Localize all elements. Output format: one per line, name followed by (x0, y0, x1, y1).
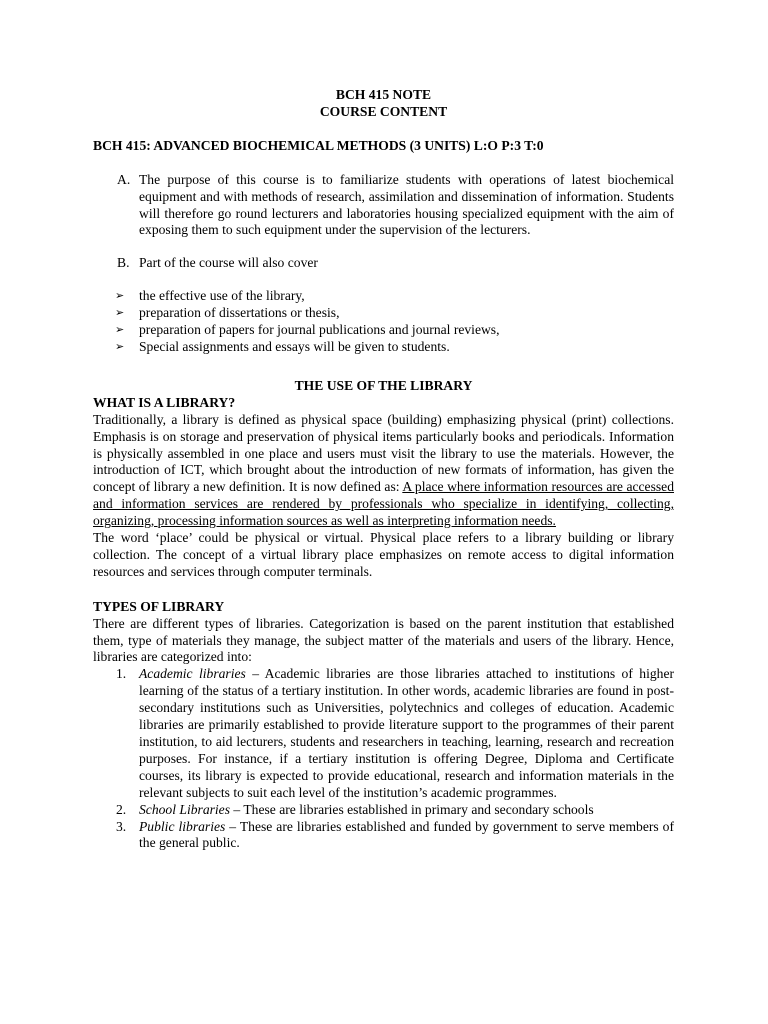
list-item-text: – These are libraries established in primary and secondary schools (230, 801, 594, 817)
arrowhead-bullet-icon: ➢ (115, 323, 125, 337)
item-b (93, 255, 674, 272)
list-item-term: Academic libraries (139, 666, 246, 682)
item-b-text: Part of the course will also cover (139, 255, 318, 271)
doc-title: BCH 415 NOTE (335, 87, 432, 102)
library-types-list (93, 666, 674, 852)
doc-subtitle: COURSE CONTENT (319, 103, 448, 119)
list-item-term: School Libraries (139, 801, 231, 817)
definition-intro-text: Traditionally, a library is defined as physical space (building) emphasizing physical (print) collections. Emphasis is on storage and preservation of physical items particularly books and periodicals. Information is physically assembled in one place and users must visit the library to use the materials. However, the introduction of ICT, which brought about the introduction of new formats of information, has given the concept of library a new definition. It is now defined as: (93, 411, 674, 495)
list-item-number: 2. (116, 801, 127, 817)
list-item-term: Public libraries (139, 818, 226, 834)
item-a (93, 172, 674, 240)
bullet-text: preparation of dissertations or thesis, (139, 305, 340, 321)
list-item-number: 1. (116, 666, 127, 682)
bullet-text: Special assignments and essays will be given to students. (139, 338, 450, 354)
document-page (93, 87, 674, 852)
bullet-item (93, 288, 674, 305)
types-section-title: TYPES OF LIBRARY (93, 598, 225, 614)
arrowhead-bullet-icon: ➢ (115, 339, 125, 353)
item-b-marker: B. (117, 255, 130, 271)
bullet-text: preparation of papers for journal publications and journal reviews, (139, 322, 500, 338)
bullet-list (93, 288, 674, 356)
types-intro-paragraph: There are different types of libraries. Categorization is based on the parent institution that established them, type of materials they manage, the subject matter of the materials and users of the library. Hence, libraries are categorized into: (93, 615, 674, 665)
definition-underlined-text: A place where information resources are accessed and information services are rendered by professionals who specialize in identifying, collecting, organizing, processing information sources as well as interpreting information needs. (93, 479, 674, 529)
library-definition-paragraph (93, 412, 674, 530)
list-item (93, 819, 674, 853)
list-item-text: – These are libraries established and funded by government to serve members of the general public. (139, 818, 675, 851)
bullet-text: the effective use of the library, (139, 288, 305, 304)
list-item-number: 3. (116, 818, 127, 834)
bullet-item (93, 322, 674, 339)
item-a-text: The purpose of this course is to familiarize students with operations of latest biochemical equipment and with methods of research, assimilation and dissemination of information. Students will therefore go round lecturers and laboratories housing specialized equipment with the aim of exposing them to such equipment under the supervision of the lecturers. (139, 171, 674, 238)
course-heading: BCH 415: ADVANCED BIOCHEMICAL METHODS (3 UNITS) L:O P:3 T:0 (93, 137, 544, 153)
item-a-marker: A. (117, 171, 131, 187)
library-place-paragraph: The word ‘place’ could be physical or virtual. Physical place refers to a library building or library collection. The concept of a virtual library place emphasizes on remote access to digital information resources and services through computer terminals. (93, 530, 674, 579)
library-question-heading: WHAT IS A LIBRARY? (93, 394, 236, 410)
library-section-title: THE USE OF THE LIBRARY (294, 377, 473, 393)
arrowhead-bullet-icon: ➢ (115, 289, 125, 303)
list-item-text: – Academic libraries are those libraries attached to institutions of higher learning of the status of a tertiary institution. In other words, academic libraries are found in post-secondary institutions such as Universities, polytechnics and colleges of education. Academic libraries are primarily established to provide literature support to the programmes of their parent institution, to aid lecturers, students and researchers in teaching, learning, research and recreation purposes. For instance, if a tertiary institution is offering Degree, Diploma and Certificate courses, its library is expected to provide educational, research and information materials in the relevant subjects to suit each level of the institution’s academic programmes. (139, 666, 674, 800)
arrowhead-bullet-icon: ➢ (115, 306, 125, 320)
list-item (93, 802, 674, 819)
bullet-item (93, 305, 674, 322)
bullet-item (93, 339, 674, 356)
list-item (93, 666, 674, 801)
